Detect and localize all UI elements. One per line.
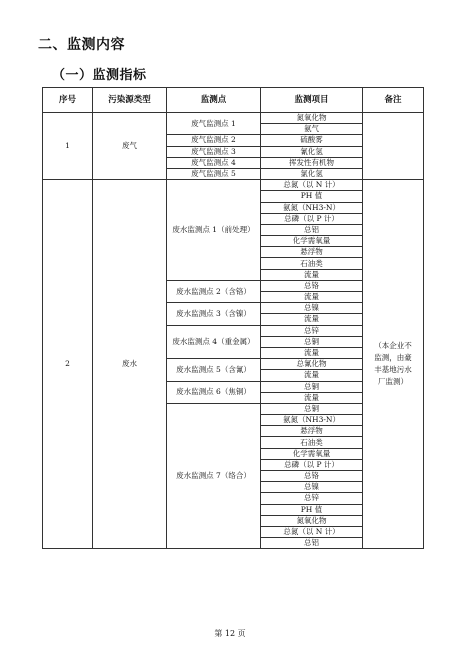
cell-monitoring-point: 废水监测点 4（重金属） bbox=[167, 325, 261, 359]
cell-monitoring-item: 氰化氢 bbox=[261, 146, 363, 157]
cell-monitoring-item: 总氰化物 bbox=[261, 359, 363, 370]
cell-monitoring-item: 氨氮（NH3-N） bbox=[261, 202, 363, 213]
cell-monitoring-item: 总氮（以 N 计） bbox=[261, 526, 363, 537]
cell-monitoring-item: 流量 bbox=[261, 269, 363, 280]
page-footer: 第 12 页 bbox=[214, 629, 246, 638]
cell-monitoring-point: 废水监测点 6（焦铜） bbox=[167, 381, 261, 403]
cell-monitoring-point: 废水监测点 1（前处理） bbox=[167, 180, 261, 281]
cell-source-type: 废水 bbox=[93, 180, 167, 549]
cell-monitoring-item: 氯化氢 bbox=[261, 168, 363, 179]
header-no: 序号 bbox=[43, 88, 93, 113]
header-note: 备注 bbox=[363, 88, 424, 113]
cell-monitoring-item: PH 值 bbox=[261, 504, 363, 515]
cell-note-empty bbox=[363, 113, 424, 180]
table-header-row bbox=[43, 88, 424, 113]
cell-monitoring-item: 流量 bbox=[261, 347, 363, 358]
subsection-title: （一）监测指标 bbox=[52, 68, 147, 83]
cell-monitoring-item: 总铝 bbox=[261, 538, 363, 549]
cell-monitoring-point: 废水监测点 5（含氰） bbox=[167, 359, 261, 381]
cell-monitoring-item: 总锌 bbox=[261, 493, 363, 504]
cell-no: 1 bbox=[43, 113, 93, 180]
cell-monitoring-point: 废气监测点 1 bbox=[167, 113, 261, 135]
cell-monitoring-item: 硫酸雾 bbox=[261, 135, 363, 146]
header-item: 监测项目 bbox=[261, 88, 363, 113]
cell-monitoring-item: 总镍 bbox=[261, 303, 363, 314]
cell-monitoring-item: 总铜 bbox=[261, 336, 363, 347]
cell-monitoring-item: 化学需氧量 bbox=[261, 236, 363, 247]
table-row bbox=[43, 180, 424, 191]
cell-monitoring-point: 废气监测点 5 bbox=[167, 168, 261, 179]
cell-monitoring-item: 悬浮物 bbox=[261, 247, 363, 258]
cell-source-type: 废气 bbox=[93, 113, 167, 180]
cell-monitoring-item: 总镍 bbox=[261, 482, 363, 493]
cell-monitoring-item: 氮氧化物 bbox=[261, 113, 363, 124]
section-title: 二、监测内容 bbox=[38, 37, 125, 53]
cell-monitoring-item: 总铬 bbox=[261, 471, 363, 482]
cell-monitoring-item: 氮氧化物 bbox=[261, 515, 363, 526]
cell-monitoring-item: 流量 bbox=[261, 292, 363, 303]
cell-monitoring-item: 总磷（以 P 计） bbox=[261, 459, 363, 470]
table-row bbox=[43, 113, 424, 124]
header-type: 污染源类型 bbox=[93, 88, 167, 113]
cell-monitoring-point: 废气监测点 2 bbox=[167, 135, 261, 146]
header-point: 监测点 bbox=[167, 88, 261, 113]
cell-monitoring-point: 废水监测点 2（含铬） bbox=[167, 280, 261, 302]
cell-monitoring-item: PH 值 bbox=[261, 191, 363, 202]
cell-monitoring-item: 总铬 bbox=[261, 280, 363, 291]
cell-monitoring-item: 石油类 bbox=[261, 437, 363, 448]
cell-monitoring-item: 总氮（以 N 计） bbox=[261, 180, 363, 191]
table-body bbox=[43, 113, 424, 549]
cell-monitoring-item: 挥发性有机物 bbox=[261, 157, 363, 168]
cell-monitoring-item: 化学需氧量 bbox=[261, 448, 363, 459]
cell-note: （本企业不监测，由豪丰基地污水厂监测） bbox=[363, 180, 424, 549]
cell-no: 2 bbox=[43, 180, 93, 549]
cell-monitoring-point: 废气监测点 3 bbox=[167, 146, 261, 157]
cell-monitoring-item: 总铜 bbox=[261, 381, 363, 392]
cell-monitoring-item: 流量 bbox=[261, 370, 363, 381]
cell-monitoring-point: 废气监测点 4 bbox=[167, 157, 261, 168]
cell-monitoring-item: 总锌 bbox=[261, 325, 363, 336]
cell-monitoring-item: 悬浮物 bbox=[261, 426, 363, 437]
cell-monitoring-item: 流量 bbox=[261, 392, 363, 403]
cell-monitoring-item: 流量 bbox=[261, 314, 363, 325]
monitoring-table bbox=[42, 87, 424, 549]
cell-monitoring-item: 总铜 bbox=[261, 403, 363, 414]
cell-monitoring-point: 废水监测点 7（络合） bbox=[167, 403, 261, 548]
cell-monitoring-item: 总铝 bbox=[261, 224, 363, 235]
cell-monitoring-item: 氨氮（NH3-N） bbox=[261, 415, 363, 426]
cell-monitoring-item: 总磷（以 P 计） bbox=[261, 213, 363, 224]
cell-monitoring-item: 石油类 bbox=[261, 258, 363, 269]
cell-monitoring-item: 氨气 bbox=[261, 124, 363, 135]
cell-monitoring-point: 废水监测点 3（含镍） bbox=[167, 303, 261, 325]
